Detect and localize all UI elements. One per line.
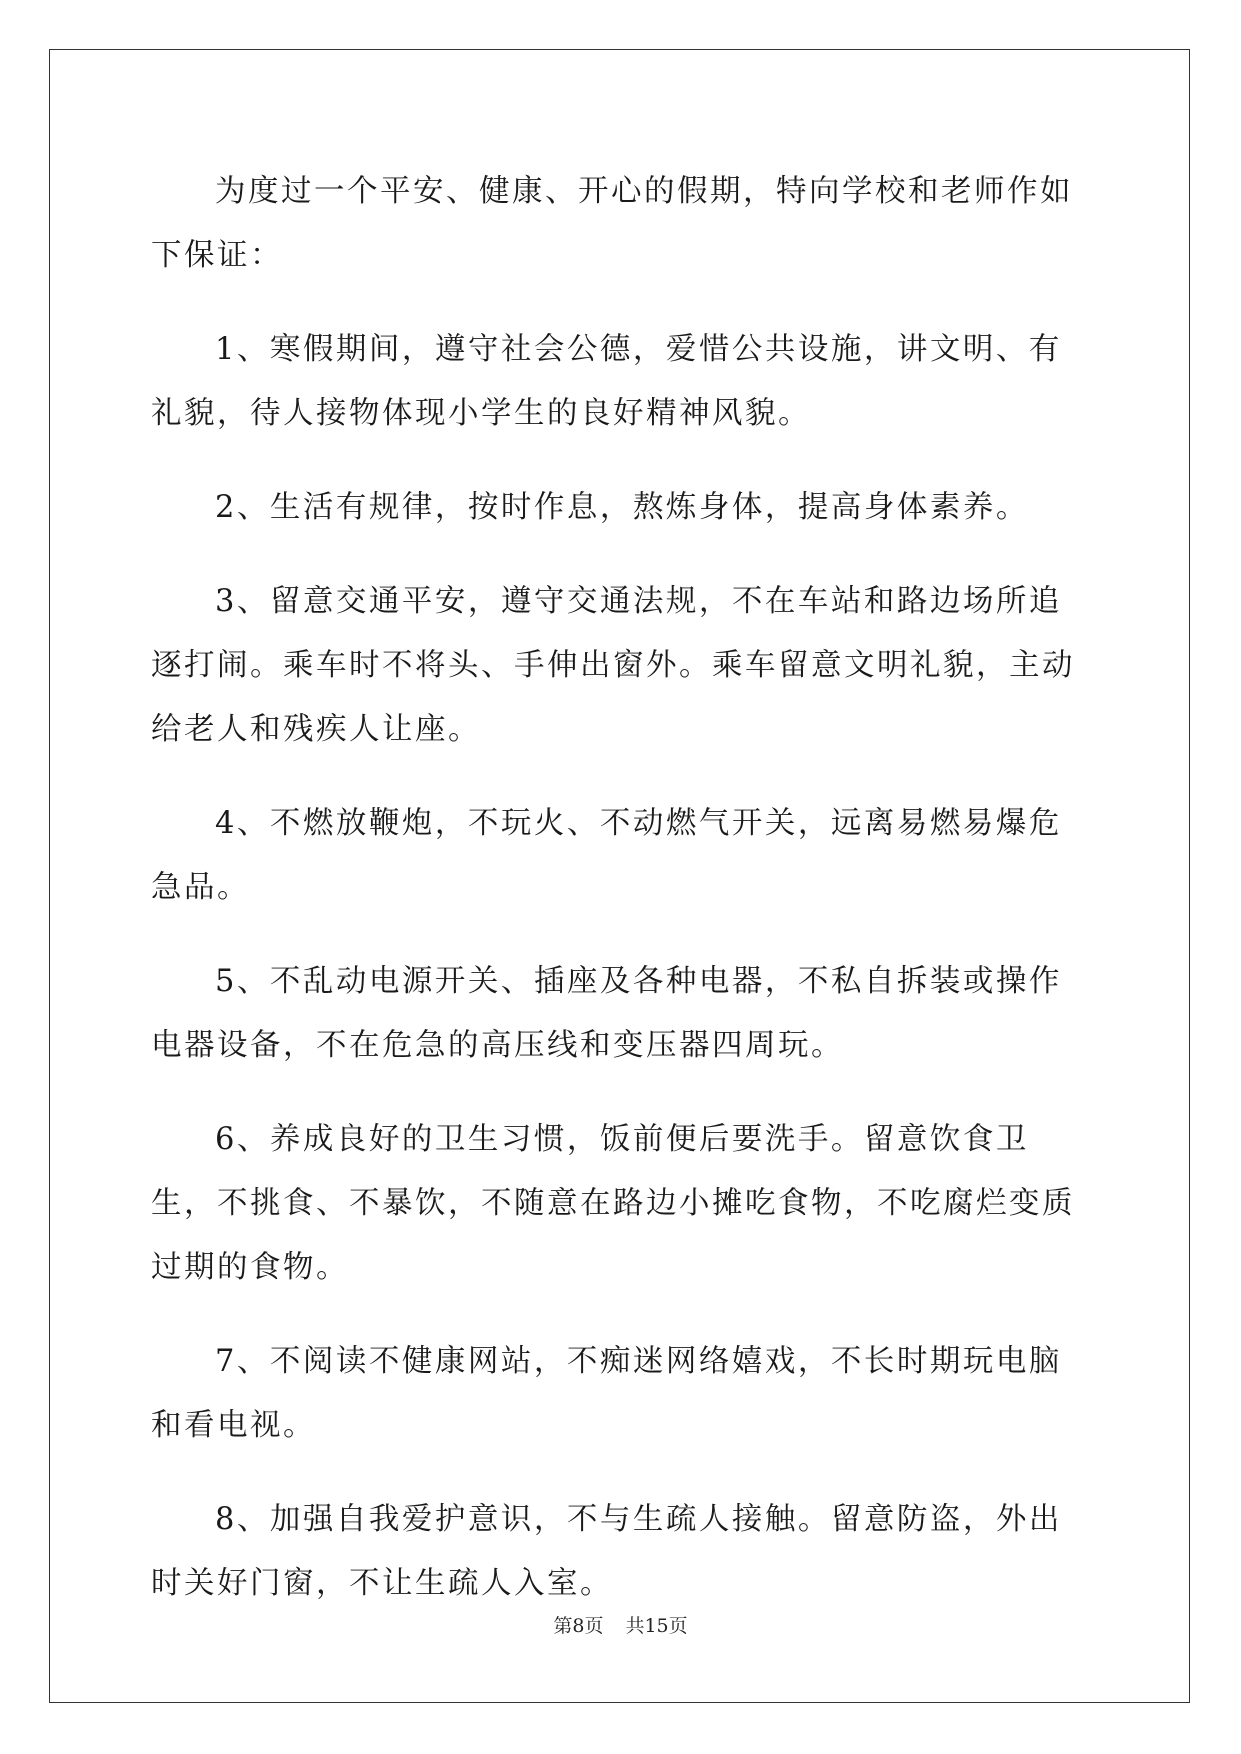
pledge-item-6: 6、养成良好的卫生习惯，饭前便后要洗手。留意饮食卫生，不挑食、不暴饮，不随意在路边小摊吃食物，不吃腐烂变质过期的食物。 bbox=[151, 1122, 1075, 1285]
pledge-item-2: 2、生活有规律，按时作息，熬炼身体，提高身体素养。 bbox=[215, 490, 1029, 525]
pledge-item-4: 4、不燃放鞭炮，不玩火、不动燃气开关，远离易燃易爆危急品。 bbox=[151, 806, 1062, 905]
page-number: 第8页 bbox=[553, 1615, 604, 1637]
pledge-item-7: 7、不阅读不健康网站，不痴迷网络嬉戏，不长时期玩电脑和看电视。 bbox=[151, 1344, 1062, 1443]
page-total: 共15页 bbox=[625, 1615, 688, 1637]
document-body bbox=[151, 160, 1091, 1646]
pledge-item-8: 8、加强自我爱护意识，不与生疏人接触。留意防盗，外出时关好门窗，不让生疏人入室。 bbox=[151, 1502, 1062, 1601]
pledge-item-5: 5、不乱动电源开关、插座及各种电器，不私自拆装或操作电器设备，不在危急的高压线和变压器四周玩。 bbox=[151, 964, 1062, 1063]
pledge-item-3: 3、留意交通平安，遵守交通法规，不在车站和路边场所追逐打闹。乘车时不将头、手伸出窗外。乘车留意文明礼貌，主动给老人和残疾人让座。 bbox=[151, 584, 1075, 747]
pledge-item-1: 1、寒假期间，遵守社会公德，爱惜公共设施，讲文明、有礼貌，待人接物体现小学生的良好精神风貌。 bbox=[151, 332, 1062, 431]
intro-paragraph: 为度过一个平安、健康、开心的假期，特向学校和老师作如下保证： bbox=[151, 174, 1073, 273]
page-footer bbox=[0, 1611, 1241, 1638]
